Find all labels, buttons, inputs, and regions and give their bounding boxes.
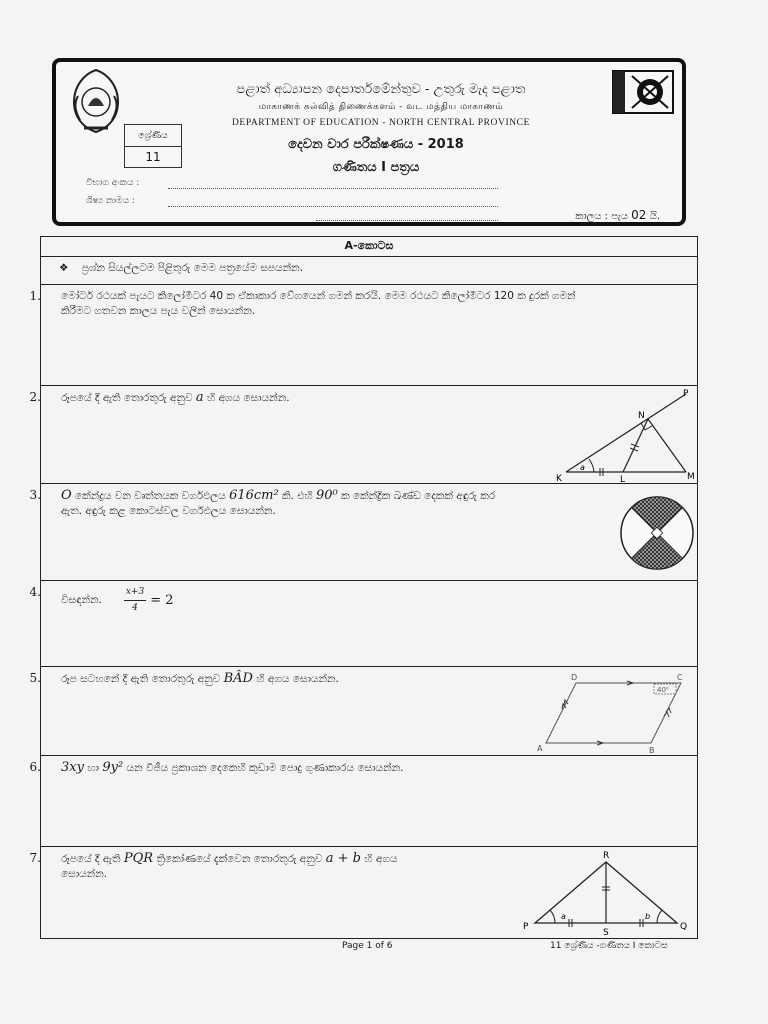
expression-2: 9y² bbox=[102, 760, 124, 775]
provincial-crest-icon bbox=[64, 66, 128, 136]
label-c: C bbox=[677, 673, 683, 682]
question-number: 7. bbox=[29, 851, 41, 865]
name-field-line2[interactable] bbox=[316, 220, 498, 221]
question-text-post: හි අගය bbox=[364, 853, 398, 865]
question-text bbox=[61, 585, 173, 616]
question-text-pre: රූප සටහනේ දී ඇති තොරතුරු අනුව bbox=[61, 673, 221, 685]
name-field[interactable] bbox=[168, 206, 498, 207]
question-text-b: කි. එහි bbox=[282, 490, 313, 502]
question-text-post: යන වීජීය ප්‍රකාශන දෙකෙහි කුඩාම පොදු ගුණාකාරය සොයන්න. bbox=[126, 762, 404, 774]
grade-label: ශ්‍රේණිය bbox=[125, 126, 181, 147]
instruction bbox=[59, 262, 303, 275]
label-p: P bbox=[683, 389, 689, 399]
question-text-post: හි අගය සොයන්න. bbox=[207, 392, 290, 404]
label-b: B bbox=[649, 746, 655, 755]
equation-rhs: = 2 bbox=[150, 593, 174, 608]
question-number: 4. bbox=[29, 585, 41, 599]
question-text bbox=[61, 760, 403, 776]
question-text bbox=[61, 851, 397, 882]
question-3 bbox=[29, 484, 697, 580]
time-unit: යි. bbox=[649, 211, 660, 222]
dept-tamil: மாகாணக் கல்வித் திணைக்களம் - வட மத்திய மாகாணம் bbox=[258, 102, 504, 112]
question-number: 1. bbox=[29, 289, 41, 303]
time-value: 02 bbox=[631, 208, 647, 222]
triangle-pqr: PQR bbox=[123, 851, 154, 866]
grade-box bbox=[124, 124, 182, 168]
label-n: N bbox=[638, 411, 645, 421]
label-angle-40: 40⁰ bbox=[657, 686, 669, 694]
question-number: 5. bbox=[29, 671, 41, 685]
time-allowed bbox=[575, 208, 660, 222]
label-k: K bbox=[556, 474, 562, 482]
question-text bbox=[61, 289, 576, 319]
footer-subject: 11 ශ්‍රේණිය -ගණිතය I කොටස bbox=[550, 941, 668, 951]
sector-angle: 90⁰ bbox=[315, 488, 338, 503]
question-text: විසඳන්න. bbox=[61, 594, 102, 606]
time-label: කාලය : පැය bbox=[575, 211, 628, 222]
grade-value: 11 bbox=[145, 150, 161, 164]
question-7 bbox=[29, 847, 697, 939]
question-2 bbox=[29, 386, 697, 483]
circle-area: 616cm² bbox=[229, 488, 279, 503]
question-text-mid: ත්‍රිකෝණයේ දැක්වෙන තොරතුරු අනුව bbox=[156, 853, 323, 865]
variable-a: a bbox=[195, 390, 204, 405]
expression-a-plus-b: a + b bbox=[325, 851, 361, 866]
label-s: S bbox=[603, 928, 609, 937]
fraction bbox=[124, 585, 146, 616]
label-p: P bbox=[523, 922, 529, 932]
label-angle-a: a bbox=[580, 463, 585, 472]
figure-triangle-pqr bbox=[519, 849, 697, 937]
question-text-pre: රූපයේ දී ඇති bbox=[61, 853, 121, 865]
index-label: විභාග අංකය : bbox=[86, 178, 140, 188]
center-o: O bbox=[61, 488, 72, 503]
question-text bbox=[61, 390, 290, 406]
figure-circle-sectors bbox=[619, 490, 695, 576]
question-number: 2. bbox=[29, 390, 41, 404]
label-angle-a: a bbox=[561, 912, 566, 921]
question-text-line: මෝටර් රථයක් පැයට කිලෝමීටර 40 ක ඒකාකාර වේගයෙන් ගමන් කරයි. මෙම රථයට කිලෝමීටර 120 ක දුරක් ගමන් bbox=[61, 290, 576, 302]
figure-triangle-klm bbox=[536, 386, 696, 482]
answer-area[interactable] bbox=[41, 325, 697, 383]
label-l: L bbox=[620, 475, 626, 482]
question-5 bbox=[29, 667, 697, 755]
question-text-line bbox=[61, 851, 397, 867]
exam-header bbox=[52, 58, 686, 226]
question-text-line bbox=[61, 488, 601, 504]
bullet-icon: ❖ bbox=[59, 262, 69, 274]
paper-title: ගණිතය I පත්‍රය bbox=[332, 160, 420, 175]
question-number: 6. bbox=[29, 760, 41, 774]
question-text bbox=[61, 488, 601, 519]
question-table bbox=[29, 236, 698, 939]
angle-bad: BÂD bbox=[223, 671, 253, 686]
numerator: x+3 bbox=[124, 585, 146, 601]
label-m: M bbox=[687, 472, 695, 482]
question-text-c: ක කේන්ද්‍රික ඛණ්ඩ දෙකක් අඳුරු කර bbox=[341, 490, 496, 502]
question-text bbox=[61, 671, 339, 687]
index-field[interactable] bbox=[168, 188, 498, 189]
question-text-post: හි අගය සොයන්න. bbox=[256, 673, 339, 685]
label-r: R bbox=[603, 851, 610, 861]
exam-title: දෙවන වාර පරීක්ෂණය - 2018 bbox=[288, 137, 464, 152]
label-a: A bbox=[537, 744, 543, 753]
page-number: Page 1 of 6 bbox=[342, 941, 393, 951]
label-d: D bbox=[571, 673, 578, 682]
question-4 bbox=[29, 581, 697, 666]
provincial-flag-icon bbox=[612, 70, 674, 114]
question-text-a: කේන්ද්‍රය වන වෘත්තයක වර්ගඵලය bbox=[75, 490, 226, 502]
section-title: A-කොටස bbox=[344, 239, 394, 252]
dept-sinhala: පළාත් අධ්‍යාපන දෙපාර්තමේන්තුව - උතුරු මැද පළාත bbox=[236, 82, 526, 97]
question-number: 3. bbox=[29, 488, 41, 502]
label-q: Q bbox=[680, 922, 688, 932]
name-label: ශිෂ්‍ය නාමය : bbox=[86, 196, 135, 206]
figure-parallelogram bbox=[531, 671, 691, 755]
question-text-line: කිරීමට ගතවන කාලය පැය වලින් සොයන්න. bbox=[61, 305, 256, 317]
question-text-line: ඇත. අඳුරු කළ කොටස්වල වර්ගඵලය සොයන්න. bbox=[61, 505, 276, 517]
question-6 bbox=[29, 756, 697, 846]
label-angle-b: b bbox=[645, 912, 651, 921]
question-text-mid: හා bbox=[87, 762, 100, 774]
instruction-text: ප්‍රශ්න සියල්ලටම පිළිතුරු මෙම පත්‍රයේම සපයන්න. bbox=[81, 262, 303, 274]
denominator: 4 bbox=[132, 603, 138, 613]
question-text-pre: රූපයේ දී ඇති තොරතුරු අනුව bbox=[61, 392, 193, 404]
expression-1: 3xy bbox=[61, 760, 84, 775]
divider bbox=[41, 256, 697, 257]
question-text-line: සොයන්න. bbox=[61, 868, 108, 880]
dept-english: DEPARTMENT OF EDUCATION - NORTH CENTRAL PROVINCE bbox=[231, 118, 531, 128]
question-1 bbox=[29, 285, 697, 385]
